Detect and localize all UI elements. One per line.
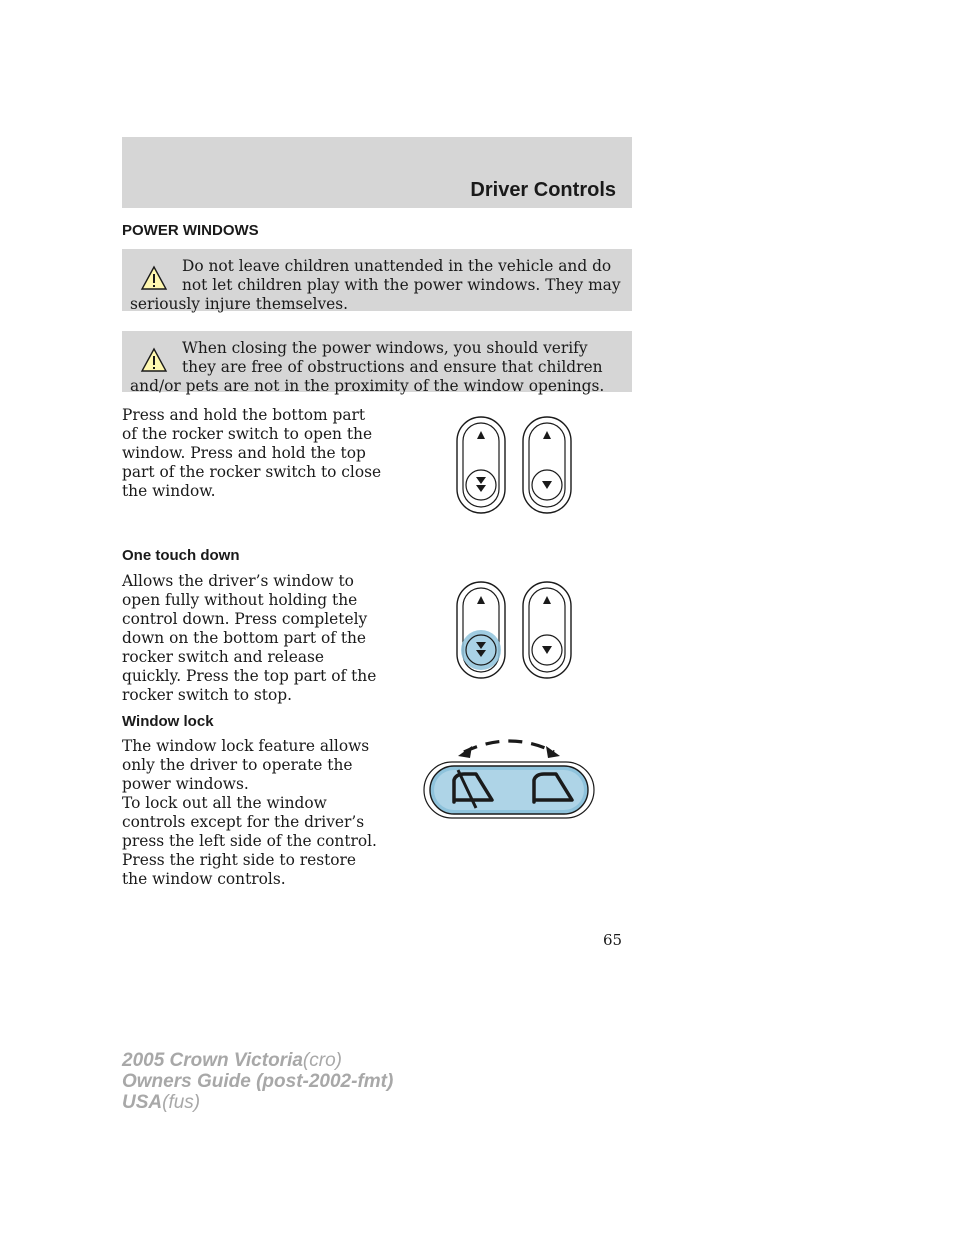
one-touch-down-illustration (455, 578, 575, 682)
warning-box-obstructions (122, 331, 632, 395)
one-touch-down-body: Allows the driver’s window to open fully without holding the control down. Press completely down on the bottom part of the rocker switch and release quickly. Press the top part of the rocker switch to stop. (122, 572, 377, 704)
footer-market: USA (122, 1092, 163, 1113)
warning-box-children (122, 249, 632, 311)
window-lock-body-1: The window lock feature allows only the driver to operate the power windows. (122, 737, 370, 793)
window-lock-illustration (420, 712, 598, 822)
footer-model-code: (cro) (302, 1050, 342, 1071)
warning-text-obstructions: When closing the power windows, you should verify they are free of obstructions and ensure that children and/or pets are not in the proximity of the window openings. (130, 339, 605, 395)
warning-text-children: Do not leave children unattended in the vehicle and do not let children play with the power windows. They may seriously injure themselves. (130, 257, 621, 313)
footer-market-code: (fus) (162, 1092, 201, 1113)
rocker-switches-illustration (455, 413, 575, 517)
warning-triangle-icon (130, 263, 178, 295)
footer-model: 2005 Crown Victoria (122, 1050, 303, 1071)
page-number: 65 (603, 931, 623, 949)
window-lock-body-2: To lock out all the window controls except for the driver’s press the left side of the control. Press the right side to restore the window controls. (122, 794, 377, 888)
footer-guide: Owners Guide (post-2002-fmt) (122, 1071, 394, 1092)
curved-dashed-arrows-icon (458, 741, 560, 758)
section-heading-power-windows: POWER WINDOWS (122, 222, 259, 239)
power-windows-body: Press and hold the bottom part of the rocker switch to open the window. Press and hold the top part of the rocker switch to close the window. (122, 406, 382, 500)
warning-triangle-icon (130, 345, 178, 377)
section-heading-one-touch-down: One touch down (122, 547, 240, 564)
section-heading-window-lock: Window lock (122, 713, 214, 730)
page-header-title: Driver Controls (470, 179, 616, 201)
document-footer (122, 1050, 393, 1113)
header-band (122, 137, 632, 208)
